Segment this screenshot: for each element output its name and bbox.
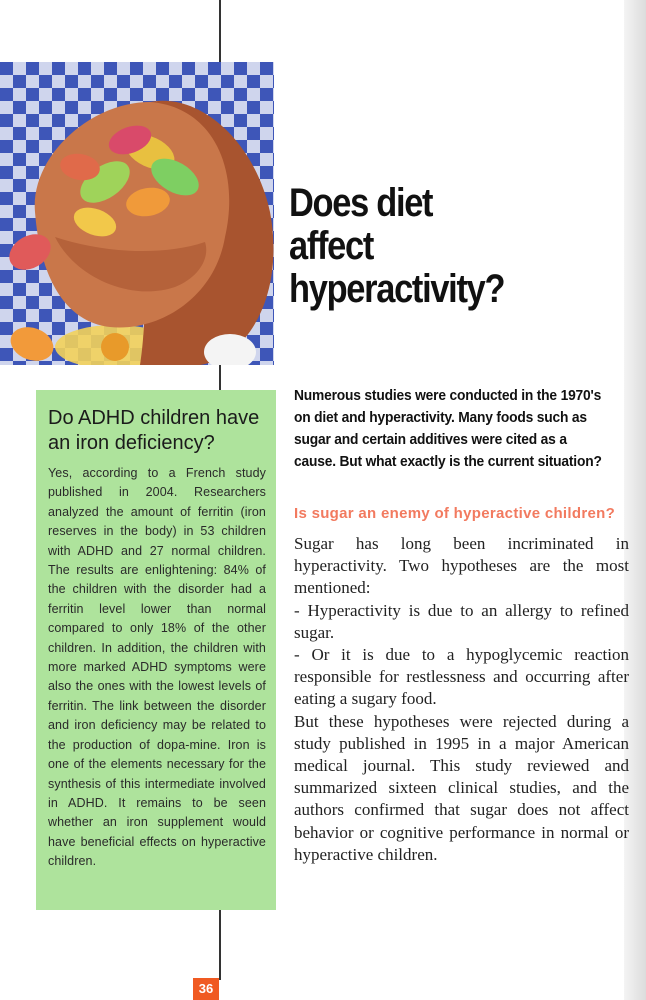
candy-illustration [0, 62, 274, 365]
column-rule-bottom [219, 910, 221, 980]
title-line-2: affect [289, 224, 374, 268]
column-rule-top [219, 0, 221, 62]
section-body [294, 533, 629, 866]
title-line-3: hyperactivity? [289, 267, 505, 311]
section-heading: Is sugar an enemy of hyperactive children? [294, 505, 616, 522]
body-paragraph: - Hyperactivity is due to an allergy to refined sugar. [294, 600, 629, 642]
sidebar-title: Do ADHD children have an iron deficiency? [48, 407, 260, 454]
page-number: 36 [193, 978, 219, 1000]
title-line-1: Does diet [289, 181, 433, 225]
body-paragraph: But these hypotheses were rejected during a study published in 1995 in a major American medical journal. This study reviewed and summarized sixteen clinical studies, and the authors confirmed that sugar does not affect behavior or cognitive performance in normal or hyperactive children. [294, 711, 629, 864]
photo-hands-holding-candies [0, 62, 274, 365]
intro-paragraph: Numerous studies were conducted in the 1970's on diet and hyperactivity. Many foods such as sugar and certain additives were cited as a cause. But what exactly is the current situation? [294, 387, 602, 470]
sidebar-box [36, 390, 276, 910]
sidebar-body: Yes, according to a French study published in 2004. Researchers analyzed the amount of ferritin (iron reserves in the body) in 53 children with ADHD and 27 normal children. The results are enlightening: 84% of the children with the disorder had a ferritin level lower than normal compared to only 18% of the other children. In addition, the children with more marked ADHD symptoms were also the ones with the lowest levels of ferritin. The link between the disorder and iron deficiency may be related to the production of dopa-mine. Iron is one of the elements necessary for the synthesis of this intermediate involved in ADHD. It remains to be seen whether an iron supplement would have beneficial effects on hyperactive children. [48, 466, 266, 869]
page-title [289, 182, 573, 311]
body-paragraph: - Or it is due to a hypoglycemic reaction responsible for restlessness and occurring after eating a sugary food. [294, 645, 629, 709]
column-rule-middle [219, 365, 221, 390]
body-paragraph: Sugar has long been incriminated in hyperactivity. Two hypotheses are the most mentioned: [294, 534, 629, 598]
